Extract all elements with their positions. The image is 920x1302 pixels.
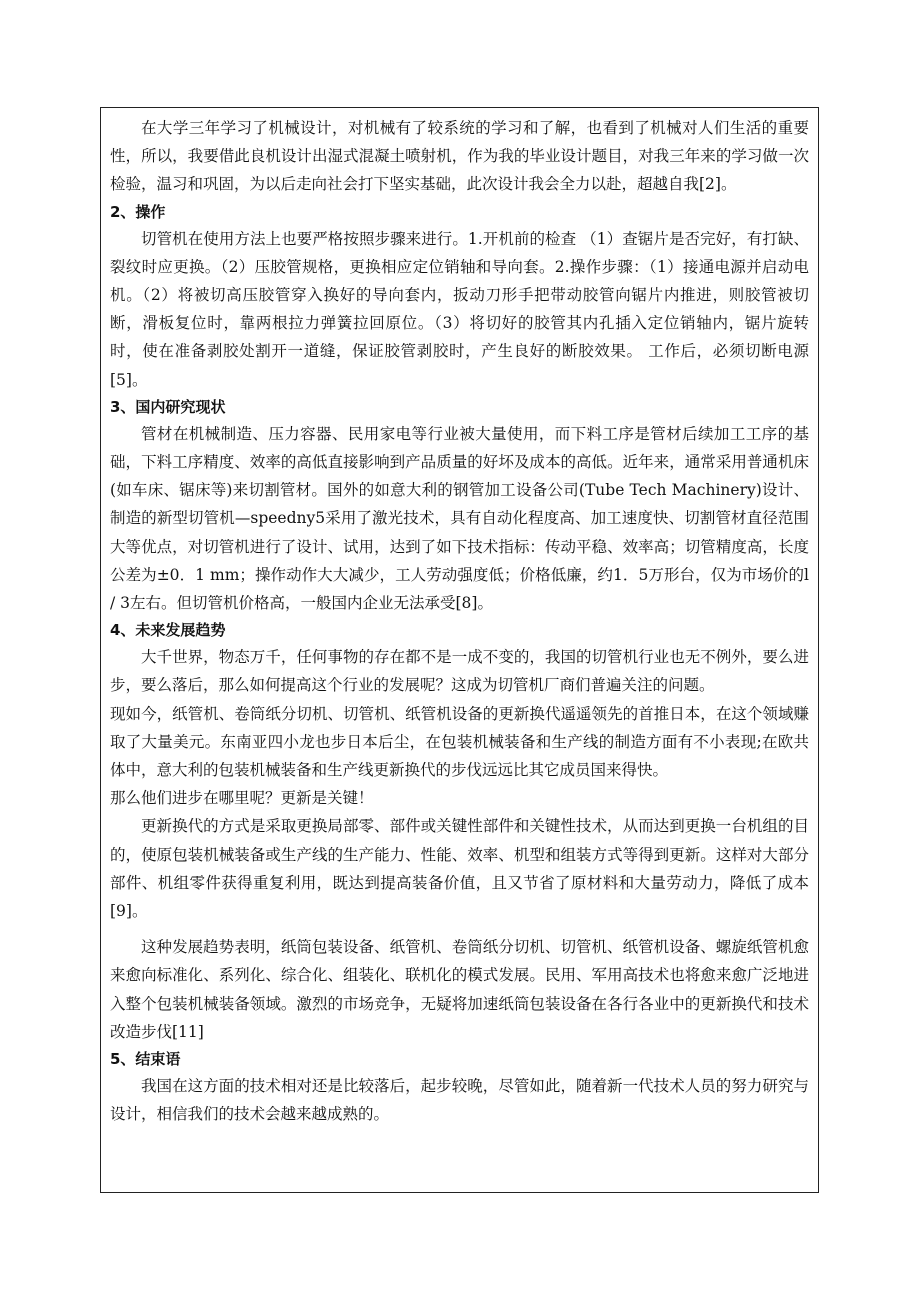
section-heading-future-trends: 4、未来发展趋势 [110, 621, 226, 640]
intro-paragraph: 在大学三年学习了机械设计，对机械有了较系统的学习和了解，也看到了机械对人们生活的重要性，所以，我要借此良机设计出湿式混凝土喷射机，作为我的毕业设计题目，对我三年来的学习做一次检验，温习和巩固，为以后走向社会打下坚实基础，此次设计我会全力以赴，超越自我[2]。 [110, 119, 809, 194]
document-frame [100, 107, 819, 1193]
trend-paragraph-4: 更新换代的方式是采取更换局部零、部件或关键性部件和关键性技术，从而达到更换一台机组的目的，使原包装机械装备或生产线的生产能力、性能、效率、机型和组装方式等得到更新。这样对大部分部件、机组零件获得重复利用，既达到提高装备价值，且又节省了原材料和大量劳动力，降低了成本[9]。 [110, 817, 809, 921]
section-heading-domestic-research: 3、国内研究现状 [110, 397, 226, 416]
conclusion-paragraph: 我国在这方面的技术相对还是比较落后，起步较晚，尽管如此，随着新一代技术人员的努力研究与设计，相信我们的技术会越来越成熟的。 [110, 1077, 809, 1124]
trend-paragraph-5: 这种发展趋势表明，纸筒包装设备、纸管机、卷筒纸分切机、切管机、纸管机设备、螺旋纸管机愈来愈向标准化、系列化、综合化、组装化、联机化的模式发展。民用、军用高技术也将愈来愈广泛地进入整个包装机械装备领域。激烈的市场竞争，无疑将加速纸筒包装设备在各行各业中的更新换代和技术改造步伐[11] [110, 938, 809, 1041]
document-body [110, 114, 809, 1129]
section-heading-operation: 2、操作 [110, 202, 166, 221]
section-heading-conclusion: 5、结束语 [110, 1050, 181, 1069]
operation-paragraph: 切管机在使用方法上也要严格按照步骤来进行。1.开机前的检查 （1）查锯片是否完好，有打缺、裂纹时应更换。（2）压胶管规格，更换相应定位销轴和导向套。2.操作步骤：（1）接通电源并启动电机。（2）将被切高压胶管穿入换好的导向套内，扳动刀形手把带动胶管向锯片内推进，则胶管被切断，滑板复位时，靠两根拉力弹簧拉回原位。（3）将切好的胶管其内孔插入定位销轴内，锯片旋转时，使在准备剥胶处割开一道缝，保证胶管剥胶时，产生良好的断胶效果。 工作后，必须切断电源[5]。 [110, 229, 809, 389]
trend-paragraph-1: 大千世界，物态万千，任何事物的存在都不是一成不变的，我国的切管机行业也无不例外，要么进步，要么落后，那么如何提高这个行业的发展呢？这成为切管机厂商们普遍关注的问题。 [110, 648, 809, 695]
research-paragraph: 管材在机械制造、压力容器、民用家电等行业被大量使用，而下料工序是管材后续加工工序的基础，下料工序精度、效率的高低直接影响到产品质量的好坏及成本的高低。近年来，通常采用普通机床(如车床、锯床等)来切割管材。国外的如意大利的钢管加工设备公司(Tube Tech Machinery)设计、制造的新型切管机—speedny5采用了激光技术，具有自动化程度高、加工速度快、切割管材直径范围大等优点，对切管机进行了设计、试用，达到了如下技术指标：传动平稳、效率高；切管精度高，长度公差为±0．1 mm；操作动作大大减少，工人劳动强度低；价格低廉，约1．5万形台，仅为市场价的l / 3左右。但切管机价格高，一般国内企业无法承受[8]。 [110, 424, 809, 613]
trend-paragraph-3: 那么他们进步在哪里呢？更新是关键！ [110, 789, 374, 808]
trend-paragraph-2: 现如今，纸管机、卷筒纸分切机、切管机、纸管机设备的更新换代遥遥领先的首推日本，在这个领域赚取了大量美元。东南亚四小龙也步日本后尘，在包装机械装备和生产线的制造方面有不小表现;在欧共体中，意大利的包装机械装备和生产线更新换代的步伐远远比其它成员国来得快。 [110, 704, 809, 780]
